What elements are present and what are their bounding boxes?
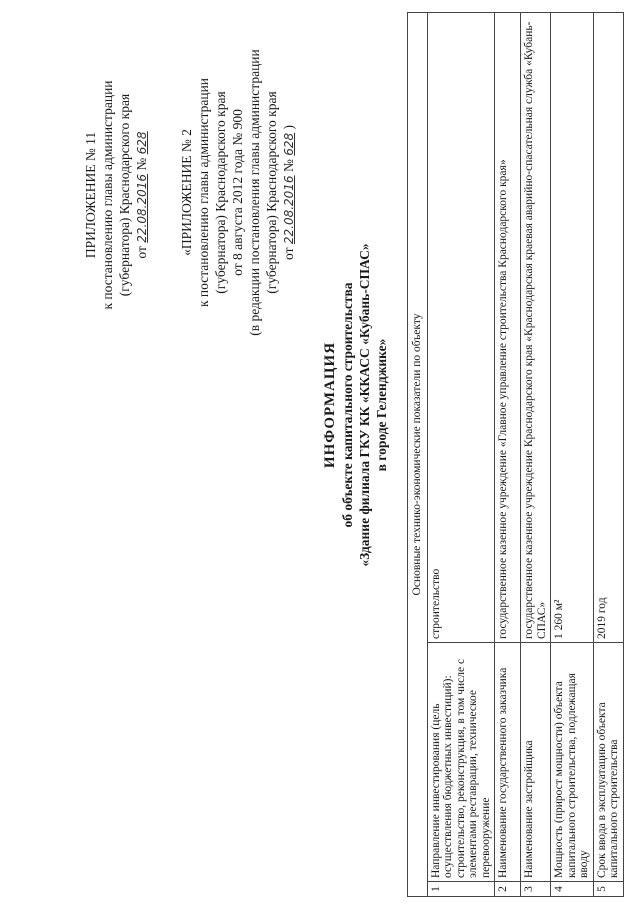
table-caption-row xyxy=(408,13,428,897)
appendix-2-line2: (губернатора) Краснодарского края xyxy=(213,91,228,294)
handwritten-date: 22.08.2016 xyxy=(135,173,149,243)
document-title xyxy=(322,235,390,575)
handwritten-number: 628 xyxy=(135,131,149,155)
from-label: от xyxy=(281,247,296,260)
row-value: государственное казенное учреждение Краснодарского края «Краснодарская краевая аварийно-спасательная служба «Кубань-СПАС» xyxy=(521,13,551,643)
row-parameter: Срок ввода в эксплуатацию объекта капитального строительства xyxy=(593,643,623,882)
row-number: 4 xyxy=(551,882,594,897)
document-title-line1: об объекте капитального строительства xyxy=(340,282,355,528)
appendix-2-block xyxy=(178,20,298,365)
handwritten-number: 628 xyxy=(282,132,296,156)
table-row xyxy=(427,13,495,897)
document-heading: ИНФОРМАЦИЯ xyxy=(322,341,338,469)
row-number: 2 xyxy=(495,882,521,897)
number-label: № xyxy=(134,157,149,171)
row-parameter: Направление инвестирования (цель осуществления бюджетных инвестиций): строительство, реконструкция, в том числе с элементами реставрации, техническое перевооружение xyxy=(427,643,495,882)
from-label: от xyxy=(134,246,149,259)
appendix-2-line4: (в редакции постановления главы администрации xyxy=(247,49,262,336)
table-row xyxy=(521,13,551,897)
row-value: строительство xyxy=(427,13,495,643)
appendix-11-block xyxy=(82,45,151,345)
row-number: 3 xyxy=(521,882,551,897)
appendix-2-title: «ПРИЛОЖЕНИЕ № 2 xyxy=(179,129,194,256)
appendix-2-line1: к постановлению главы администрации xyxy=(196,77,211,308)
table-row xyxy=(495,13,521,897)
appendix-11-title: ПРИЛОЖЕНИЕ № 11 xyxy=(83,131,98,259)
row-number: 1 xyxy=(427,882,495,897)
document-title-line3: в городе Геленджике» xyxy=(374,338,389,472)
row-parameter: Наименование застройщика xyxy=(521,643,551,882)
row-parameter: Мощность (прирост мощности) объекта капитального строительства, подлежащая вводу xyxy=(551,643,594,882)
indicators-table xyxy=(407,12,624,897)
closing-parenthesis: ) xyxy=(281,125,296,130)
row-number: 5 xyxy=(593,882,623,897)
appendix-2-line3: от 8 августа 2012 года № 900 xyxy=(230,109,245,276)
table-row xyxy=(593,13,623,897)
appendix-11-line2: (губернатора) Краснодарского края xyxy=(117,93,132,297)
row-value: 2019 год xyxy=(593,13,623,643)
row-parameter: Наименование государственного заказчика xyxy=(495,643,521,882)
row-value: государственное казенное учреждение «Главное управление строительства Краснодарского края» xyxy=(495,13,521,643)
table-row xyxy=(551,13,594,897)
row-value: 1 260 м² xyxy=(551,13,594,643)
appendix-2-line5: (губернатора) Краснодарского края xyxy=(264,91,279,294)
appendix-2-date-line xyxy=(280,20,298,365)
number-label: № xyxy=(281,159,296,173)
handwritten-date: 22.08.2016 xyxy=(282,175,296,245)
table-caption: Основные технико-экономические показатели по объекту xyxy=(408,13,428,897)
appendix-11-line1: к постановлению главы администрации xyxy=(100,80,115,310)
appendix-11-date-line xyxy=(133,45,151,345)
document-title-line2: «Здание филиала ГКУ КК «ККАСС «Кубань-СПАС» xyxy=(357,243,372,567)
